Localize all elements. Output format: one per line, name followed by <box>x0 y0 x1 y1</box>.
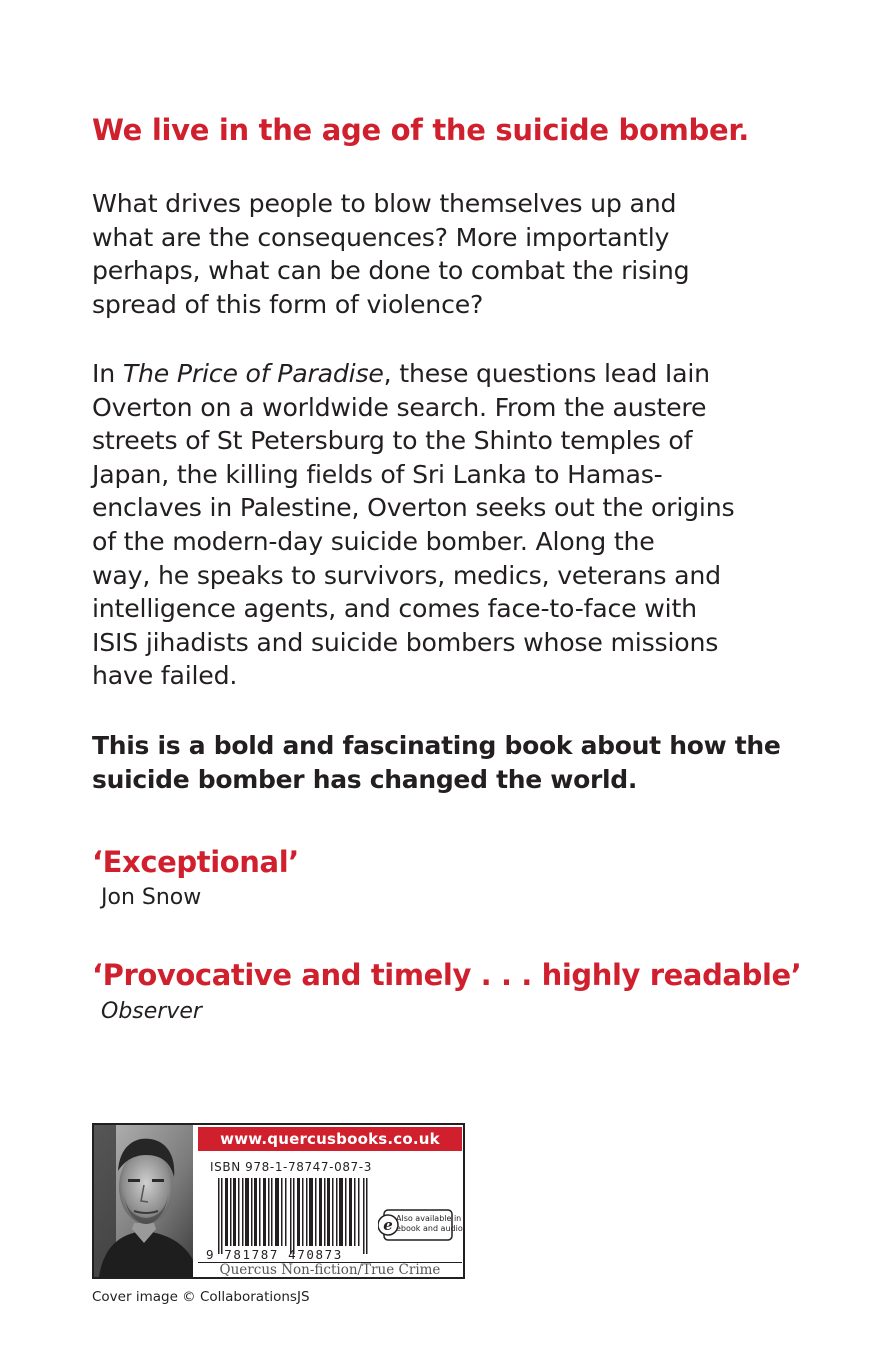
tagline <box>92 729 781 797</box>
isbn-label: ISBN 978-1-78747-087-3 <box>210 1160 372 1174</box>
synopsis-line: Japan, the killing fields of Sri Lanka to Hamas- <box>92 459 663 489</box>
synopsis-line: ISIS jihadists and suicide bombers whose missions <box>92 627 719 657</box>
synopsis-line: of the modern-day suicide bomber. Along the <box>92 526 655 556</box>
barcode-block <box>92 1123 465 1279</box>
intro-line: perhaps, what can be done to combat the rising <box>92 256 690 286</box>
intro-line: what are the consequences? More importantly <box>92 222 670 252</box>
ebook-note-line: ebook and audio <box>396 1224 463 1233</box>
review-source: Jon Snow <box>101 885 202 910</box>
headline: We live in the age of the suicide bomber. <box>92 113 749 147</box>
book-title: The Price of Paradise <box>122 359 384 388</box>
cover-credit: Cover image © CollaborationsJS <box>92 1289 310 1305</box>
barcode-icon <box>218 1178 368 1254</box>
tagline-line: This is a bold and fascinating book about how the <box>92 731 781 760</box>
synopsis-line: Overton on a worldwide search. From the austere <box>92 392 707 422</box>
author-photo-image <box>94 1125 193 1277</box>
tagline-line: suicide bomber has changed the world. <box>92 765 638 794</box>
ebook-note <box>396 1214 463 1234</box>
review-quote: ‘Provocative and timely . . . highly readable’ <box>92 958 802 992</box>
synopsis-line: way, he speaks to survivors, medics, veterans and <box>92 560 721 590</box>
svg-text:e: e <box>383 1216 393 1234</box>
barcode-digits: 9 781787 470873 <box>206 1247 343 1262</box>
synopsis-suffix: , these questions lead Iain <box>383 359 710 388</box>
publisher-website: www.quercusbooks.co.uk <box>198 1127 462 1151</box>
synopsis-line: have failed. <box>92 661 238 691</box>
genre-label: Quercus Non-fiction/True Crime <box>198 1262 462 1278</box>
synopsis-paragraph <box>92 357 852 693</box>
synopsis-line: enclaves in Palestine, Overton seeks out the origins <box>92 493 735 523</box>
ebook-note-line: Also available in <box>396 1214 462 1223</box>
synopsis-line <box>92 357 852 391</box>
synopsis-line: intelligence agents, and comes face-to-face with <box>92 594 697 624</box>
review-quote: ‘Exceptional’ <box>92 845 299 879</box>
intro-line: spread of this form of violence? <box>92 289 484 319</box>
intro-paragraph <box>92 187 852 321</box>
synopsis-line: streets of St Petersburg to the Shinto temples of <box>92 426 693 456</box>
author-photo <box>94 1125 193 1277</box>
review-source: Observer <box>101 999 202 1024</box>
intro-line: What drives people to blow themselves up and <box>92 189 677 218</box>
synopsis-prefix: In <box>92 359 123 388</box>
